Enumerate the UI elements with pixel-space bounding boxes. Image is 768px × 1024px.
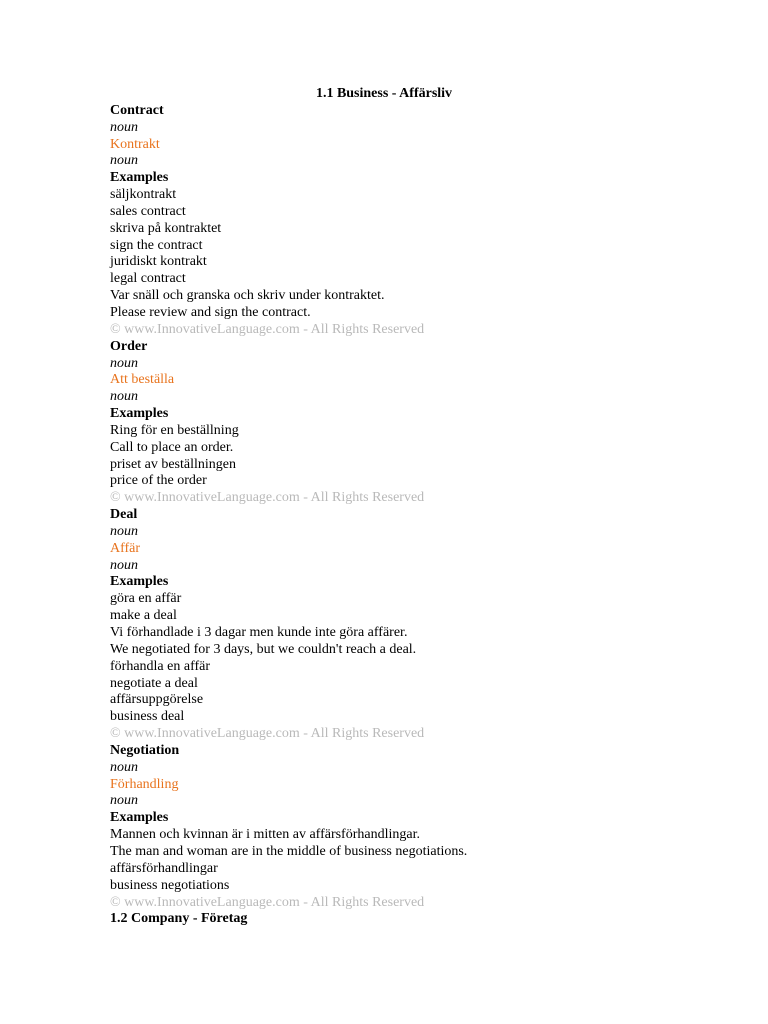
vocab-entry <box>110 339 670 507</box>
entry-part-of-speech: noun <box>110 523 138 539</box>
vocab-entry <box>110 103 670 339</box>
example-line: Var snäll och granska och skriv under kontraktet. <box>110 288 385 304</box>
examples-heading: Examples <box>110 810 169 826</box>
entry-translation-part-of-speech: noun <box>110 153 138 169</box>
entry-part-of-speech: noun <box>110 119 138 135</box>
example-line: price of the order <box>110 473 207 489</box>
example-line: juridiskt kontrakt <box>110 254 207 270</box>
entry-translation: Kontrakt <box>110 136 160 152</box>
example-line: business negotiations <box>110 877 230 893</box>
copyright-notice: © www.InnovativeLanguage.com - All Rights Reserved <box>110 726 425 742</box>
section-title: 1.1 Business - Affärsliv <box>315 86 453 101</box>
examples-heading: Examples <box>110 170 169 186</box>
entry-term: Deal <box>110 507 138 523</box>
example-line: skriva på kontraktet <box>110 220 222 236</box>
example-line: Ring för en beställning <box>110 422 239 438</box>
entry-term: Negotiation <box>110 742 180 758</box>
example-line: säljkontrakt <box>110 187 177 203</box>
entry-translation-part-of-speech: noun <box>110 389 138 405</box>
entry-translation: Att beställa <box>110 372 175 388</box>
copyright-notice: © www.InnovativeLanguage.com - All Rights Reserved <box>110 321 425 337</box>
example-line: The man and woman are in the middle of business negotiations. <box>110 843 468 859</box>
example-line: affärsförhandlingar <box>110 860 218 876</box>
example-line: Call to place an order. <box>110 439 234 455</box>
example-line: Mannen och kvinnan är i mitten av affärsförhandlingar. <box>110 827 420 843</box>
entry-part-of-speech: noun <box>110 355 138 371</box>
example-line: sign the contract <box>110 237 203 253</box>
vocabulary-list <box>110 86 670 928</box>
copyright-notice: © www.InnovativeLanguage.com - All Rights Reserved <box>110 490 425 506</box>
example-line: legal contract <box>110 271 186 287</box>
example-line: business deal <box>110 709 185 725</box>
example-line: förhandla en affär <box>110 658 211 674</box>
example-line: negotiate a deal <box>110 675 198 691</box>
vocab-entry <box>110 507 670 743</box>
example-line: affärsuppgörelse <box>110 692 204 708</box>
entries-container <box>110 103 670 912</box>
entry-translation: Affär <box>110 540 141 556</box>
next-section-title: 1.2 Company - Företag <box>110 911 248 927</box>
example-line: make a deal <box>110 608 177 624</box>
examples-heading: Examples <box>110 574 169 590</box>
entry-part-of-speech: noun <box>110 759 138 775</box>
example-line: göra en affär <box>110 591 182 607</box>
example-line: Vi förhandlade i 3 dagar men kunde inte göra affärer. <box>110 625 408 640</box>
entry-term: Order <box>110 338 148 354</box>
entry-term: Contract <box>110 102 164 118</box>
entry-translation-part-of-speech: noun <box>110 557 138 573</box>
entry-translation: Förhandling <box>110 776 179 792</box>
copyright-notice: © www.InnovativeLanguage.com - All Rights Reserved <box>110 894 425 910</box>
examples-heading: Examples <box>110 406 169 422</box>
example-line: We negotiated for 3 days, but we couldn't reach a deal. <box>110 641 417 657</box>
example-line: sales contract <box>110 203 186 219</box>
vocab-entry <box>110 743 670 911</box>
example-line: priset av beställningen <box>110 456 236 472</box>
entry-translation-part-of-speech: noun <box>110 793 138 809</box>
example-line: Please review and sign the contract. <box>110 304 311 320</box>
